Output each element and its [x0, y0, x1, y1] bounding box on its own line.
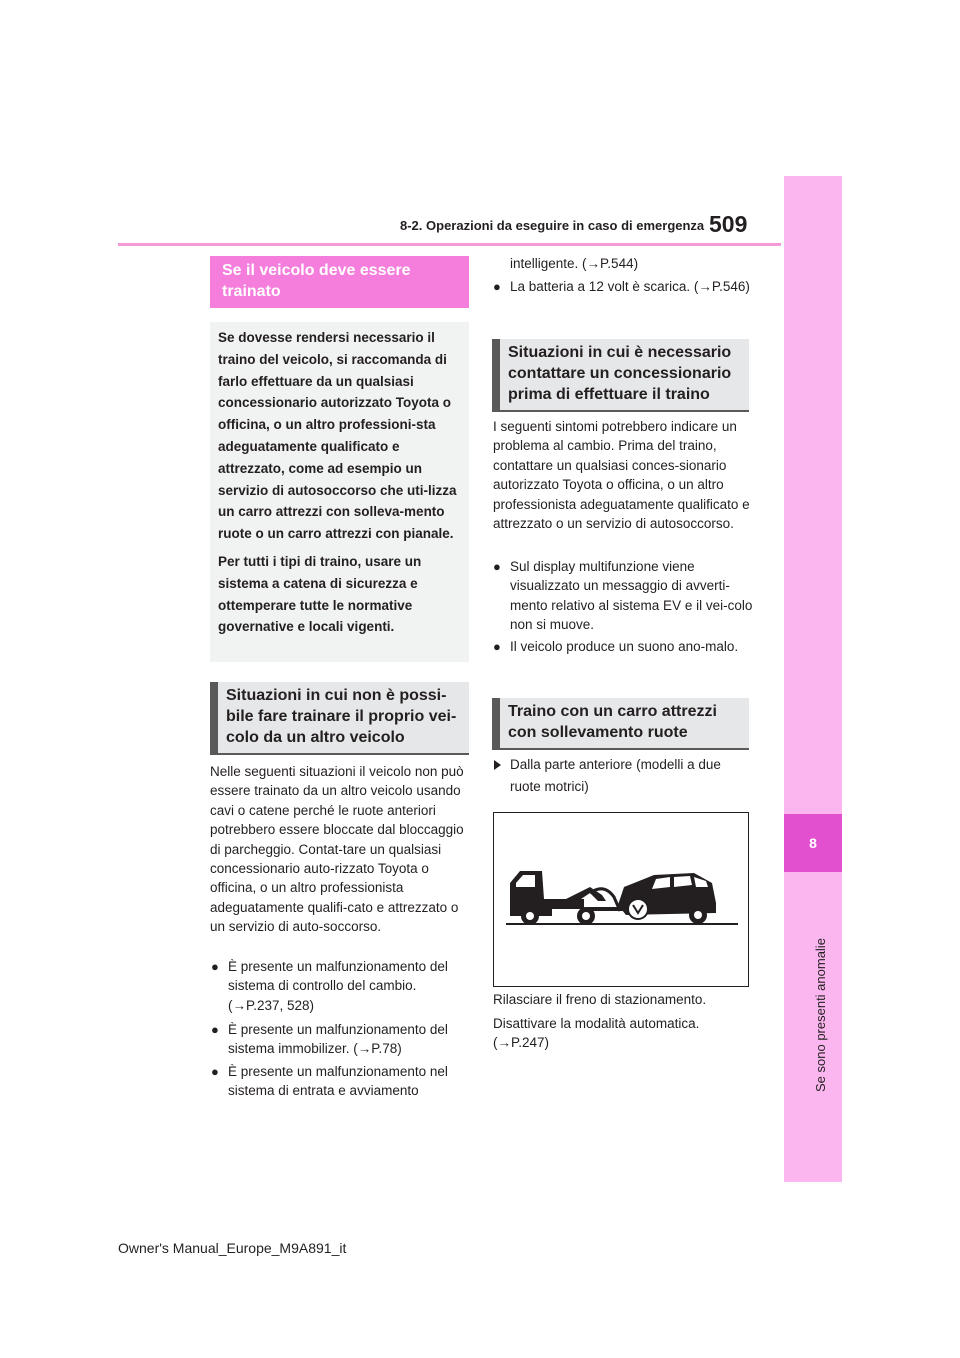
chapter-number-tab: 8 [784, 814, 842, 872]
info-paragraph: Se dovesse rendersi necessario il traino del veicolo, si raccomanda di farlo effettuare da un qualsiasi concessionario autorizzato Toyota o officina, o un altro professioni-sta adeguatamente qualificato e attrezzato, come ad esempio un servizio di autosoccorso che uti-lizza un carro attrezzi con solleva-mento ruote o un carro attrezzi con pianale. [218, 330, 457, 542]
list-item: Dalla parte anteriore (modelli a due ruote motrici) [494, 754, 754, 798]
bullet-icon: ● [211, 1022, 219, 1037]
subheading-wheel-lift: Traino con un carro attrezzi con sollevamento ruote [492, 698, 749, 748]
main-section-heading: Se il veicolo deve essere trainato [210, 256, 469, 308]
subheading-no-towing: Situazioni in cui non è possi-bile fare trainare il proprio vei-colo da un altro veicolo [210, 682, 469, 753]
info-paragraph: Per tutti i tipi di traino, usare un sistema a catena di sicurezza e ottemperare tutte le normative governative e locali vigenti. [218, 553, 422, 635]
continued-text: intelligente. (→P.544) [510, 256, 639, 271]
section-header-title: 8-2. Operazioni da eseguire in caso di emergenza [400, 218, 705, 233]
contact-dealer-body: I seguenti sintomi potrebbero indicare un problema al cambio. Prima del traino, contattare un qualsiasi conces-sionario autorizzato Toyota o officina, o un altro professionista adeguatamente qualificato e attrezzato o un servizio di autosoccorso. [493, 419, 750, 532]
triangle-bullet-icon [494, 760, 501, 770]
header-divider [118, 243, 781, 246]
towing-info-box [210, 322, 469, 662]
bullet-icon: ● [211, 1064, 219, 1079]
bullet-icon: ● [493, 639, 501, 654]
tow-truck-illustration [493, 812, 749, 987]
bullet-icon: ● [211, 959, 219, 974]
no-towing-body: Nelle seguenti situazioni il veicolo non può essere trainato da un altro veicolo usando cavi o catene perché le ruote anteriori potrebbero essere bloccate dal bloccaggio di parcheggio. Contat-tare un qualsiasi concessionario auto-rizzato Toyota o officina, o un altro professionista adeguatamente qualifi-cato e attrezzato o un servizio di auto-soccorso. [210, 764, 464, 935]
tow-truck-icon [494, 813, 748, 986]
after-figure-text: Disattivare la modalità automatica. (→P.247) [493, 1016, 700, 1051]
after-figure-text: Rilasciare il freno di stazionamento. [493, 992, 707, 1007]
bullet-icon: ● [493, 559, 501, 574]
list-item: ● Il veicolo produce un suono ano-malo. [492, 637, 754, 656]
list-item: ● È presente un malfunzionamento nel sistema di entrata e avviamento [211, 1064, 448, 1099]
subheading-contact-dealer: Situazioni in cui è necessario contattare un concessionario prima di effettuare il traino [492, 339, 749, 410]
list-item: ● Sul display multifunzione viene visualizzato un messaggio di avverti-mento relativo al sistema EV e il vei-colo non si muove. [493, 559, 753, 633]
page-number: 509 [709, 211, 748, 237]
list-item: ● La batteria a 12 volt è scarica. (→P.546) [492, 277, 754, 296]
list-item: ● È presente un malfunzionamento del sistema di controllo del cambio. (→P.237, 528) [211, 959, 448, 1013]
footer-manual-id: Owner's Manual_Europe_M9A891_it [118, 1240, 347, 1256]
list-item: ● È presente un malfunzionamento del sistema immobilizer. (→P.78) [211, 1022, 448, 1057]
chapter-label: Se sono presenti anomalie [813, 938, 828, 1092]
bullet-icon: ● [493, 279, 501, 294]
